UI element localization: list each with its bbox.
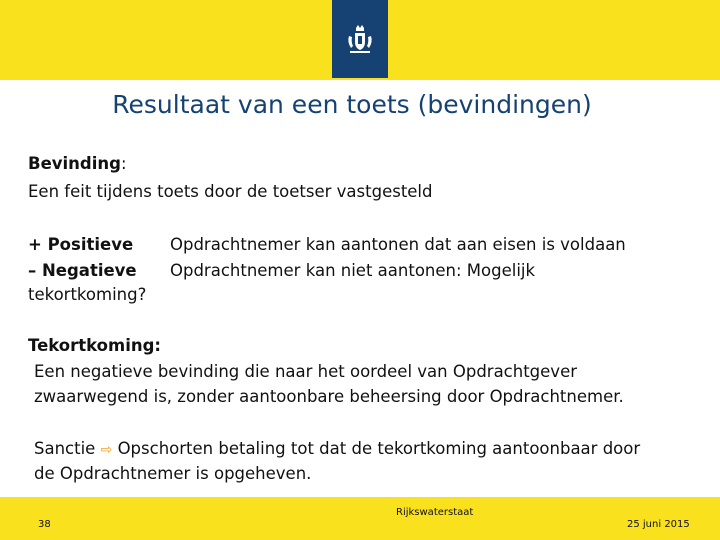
arrow-right-icon: ⇨ xyxy=(100,442,113,458)
slide-date: 25 juni 2015 xyxy=(627,519,690,530)
sanctie-line1 xyxy=(34,437,640,462)
bevinding-colon: : xyxy=(120,154,127,173)
slide-title: Resultaat van een toets (bevindingen) xyxy=(112,90,592,119)
bevinding-label: Bevinding xyxy=(28,154,121,173)
tekortkoming-line2: zwaarwegend is, zonder aantoonbare beheersing door Opdrachtnemer. xyxy=(34,387,624,406)
sanctie-text-line1: Opschorten betaling tot dat de tekortkoming aantoonbaar door xyxy=(117,439,641,458)
bottom-banner xyxy=(0,497,720,540)
negative-text: Opdrachtnemer kan niet aantonen: Mogelijk xyxy=(170,261,536,280)
coat-of-arms-icon xyxy=(344,24,376,56)
page-number: 38 xyxy=(38,519,51,530)
positive-text: Opdrachtnemer kan aantonen dat aan eisen is voldaan xyxy=(170,235,626,254)
negative-label: – Negatieve xyxy=(28,261,137,280)
tekortkoming-label: Tekortkoming: xyxy=(28,336,162,355)
sanctie-label: Sanctie xyxy=(34,439,96,458)
tekortkoming-line1: Een negatieve bevinding die naar het oordeel van Opdrachtgever xyxy=(34,362,578,381)
negative-continuation: tekortkoming? xyxy=(28,285,147,304)
bevinding-definition: Een feit tijdens toets door de toetser vastgesteld xyxy=(28,182,433,201)
positive-label: + Positieve xyxy=(28,235,134,254)
top-banner xyxy=(0,0,720,80)
organization-name: Rijkswaterstaat xyxy=(396,507,474,518)
rijksoverheid-logo xyxy=(332,0,388,78)
sanctie-line2: de Opdrachtnemer is opgeheven. xyxy=(34,464,312,483)
bevinding-heading xyxy=(28,152,127,176)
